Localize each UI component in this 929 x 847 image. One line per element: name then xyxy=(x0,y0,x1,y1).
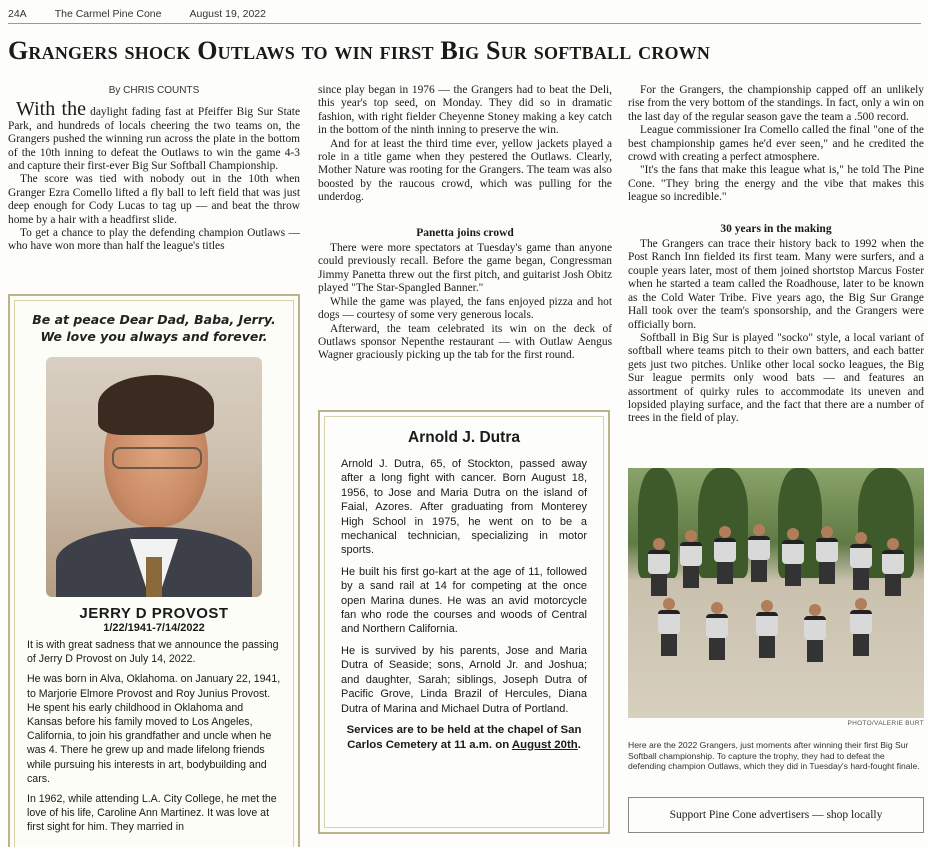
byline: By CHRIS COUNTS xyxy=(108,85,200,96)
paragraph: To get a chance to play the defending champion Outlaws — who have won more than half the league's titles xyxy=(8,227,300,253)
support-banner: Support Pine Cone advertisers — shop locally xyxy=(628,797,924,833)
tribute-line: We love you always and forever. xyxy=(40,329,268,344)
article-column-2 xyxy=(318,84,612,363)
paragraph: In 1962, while attending L.A. City College, he met the love of his life, Caroline Ann Martinez. It was love at first sight for him. They married in xyxy=(27,793,277,834)
photo-caption: Here are the 2022 Grangers, just moments after winning their first Big Sur Softball championship. To capture the trophy, they had to defeat the defending champion Outlaws, which they did in Tuesday's hard-fought finale. xyxy=(628,740,920,772)
obituary-dutra xyxy=(318,410,610,834)
paragraph: "It's the fans that make this league what is," he told The Pine Cone. "They bring the energy and the vibe that makes this league so incredible." xyxy=(628,164,924,204)
paragraph: There were more spectators at Tuesday's game than anyone could previously recall. Before the game began, Congressman Jimmy Panetta threw out the first pitch, and guitarist Josh Obitz played "The Star-Spangled Banner." xyxy=(318,242,612,295)
subhead: Panetta joins crowd xyxy=(416,226,514,239)
tribute-line: Be at peace Dear Dad, Baba, Jerry. xyxy=(32,312,276,327)
services-date: August 20th xyxy=(511,738,578,751)
paragraph: He was born in Alva, Oklahoma. on January 22, 1941, to Marjorie Elmore Provost and Roy Junius Provost. He spent his early childhood in Oklahoma and Kansas before his family moved to Los Angeles, California, to join his grandfather and uncle when he was 4. There he grew up and made lifelong friends while pursuing his interests in art, bodybuilding and cars. xyxy=(27,673,281,785)
services-text: Services are to be held at the chapel of San Carlos Cemetery at 11 a.m. on xyxy=(346,723,582,751)
obituary-dates: 1/22/1941-7/14/2022 xyxy=(103,622,205,634)
paragraph: He built his first go-kart at the age of 11, followed by a sand rail at 14 for competing at the once open Marina dunes. He was an avid motorcycle fan who rode the courses and woods of Central and Northern California. xyxy=(341,565,587,636)
paragraph: For the Grangers, the championship capped off an unlikely rise from the very bottom of the standings. In fact, only a win on the last day of the regular season gave the team a .500 record. xyxy=(628,84,924,123)
services-notice xyxy=(341,723,587,752)
team-photo xyxy=(628,468,924,718)
obituary-name: Arnold J. Dutra xyxy=(408,429,520,446)
headline: Grangers shock Outlaws to win first Big Sur softball crown xyxy=(8,36,711,65)
page-number: 24A xyxy=(8,8,27,20)
subhead: 30 years in the making xyxy=(720,222,832,235)
paragraph: It is with great sadness that we announce the passing of Jerry D Provost on July 14, 2022. xyxy=(27,639,279,666)
article-lead xyxy=(8,98,301,173)
lead-cap: With the xyxy=(16,98,86,121)
paragraph: Arnold J. Dutra, 65, of Stockton, passed away after a long fight with cancer. Born August 18, 1956, to Jose and Maria Dutra on the island of Faial, Azores. After graduating from Monterey High School in 1975, he went on to be a mechanical technician, specializing in motor sports. xyxy=(341,458,587,557)
article-column-1 xyxy=(8,84,300,254)
paragraph: He is survived by his parents, Jose and Maria Dutra of Seaside; sons, Arnold Jr. and Joshua; and daughter, Sarah; siblings, Joseph Dutra of Pacific Grove, Linda Brazil of Hercules, Diana Dutra of Marina and Michael Dutra of Portland. xyxy=(341,644,587,715)
paragraph: since play began in 1976 — the Grangers had to beat the Deli, this year's top seed, on Monday. They did so in dramatic fashion, with right fielder Cheyenne Stoney making a key catch in the bottom of the ninth inning to preserve the win. xyxy=(318,84,612,137)
paragraph: And for at least the third time ever, yellow jackets played a role in a title game when they pestered the Outlaws. Clearly, Mother Nature was rooting for the Grangers. The team was also boosted by the raucous crowd, which was pulling for the underdog. xyxy=(318,137,612,204)
obituary-name: JERRY D PROVOST xyxy=(79,605,229,622)
services-end: . xyxy=(577,738,581,751)
paper-name: The Carmel Pine Cone xyxy=(54,8,162,20)
paragraph: Afterward, the team celebrated its win on the deck of Outlaws sponsor Nepenthe restaurant — with Outlaw Aengus Wagner graciously picking up the tab for the first round. xyxy=(318,322,612,362)
issue-date: August 19, 2022 xyxy=(189,8,266,20)
lead-text: daylight fading fast at Pfeiffer Big Sur State Park, and hundreds of locals cheering the two teams on, the Grangers pushed the winning run across the plate in the bottom of the 10th inning to defeat the Outlaws to win the game 4-3 and capture their first-ever Big Sur Softball Championship. xyxy=(8,106,301,173)
portrait-photo xyxy=(46,357,262,597)
paragraph: League commissioner Ira Comello called the final "one of the best championship games he'd ever seen," and he credited the crowd with creating a perfect atmosphere. xyxy=(628,124,924,164)
obituary-provost xyxy=(8,294,300,847)
paragraph: While the game was played, the fans enjoyed pizza and hot dogs — courtesy of some very generous locals. xyxy=(318,295,612,322)
photo-credit: PHOTO/VALERIE BURT xyxy=(847,720,924,727)
paragraph: The Grangers can trace their history back to 1992 when the Post Ranch Inn fielded its first team. Many were surfers, and a couple years later, most of them joined shortstop Marcus Foster when he started a team called the Roadhouse, later to be known as the Cold Water Tribe. Five years ago, the Big Sur Grange Hall took over the team's sponsorship, and the Grangers were officially born. xyxy=(628,238,924,331)
folio xyxy=(8,8,921,24)
paragraph: Softball in Big Sur is played "socko" style, a local variant of softball where teams pitch to their own batters, and each batter gets just two pitches. Unlike other local socko leagues, the Big Sur league permits only wood bats — and features an assortment of quirky rules to accommodate its uneven and lopsided playing surface, and the fact that there are a number of trees in the field of play. xyxy=(628,331,924,425)
paragraph: The score was tied with nobody out in the 10th when Granger Ezra Comello lifted a fly ball to left field that was just deep enough for Cody Lucas to tag up — and beat the throw home by a hair with a headfirst slide. xyxy=(8,173,300,226)
article-column-3 xyxy=(628,84,924,426)
